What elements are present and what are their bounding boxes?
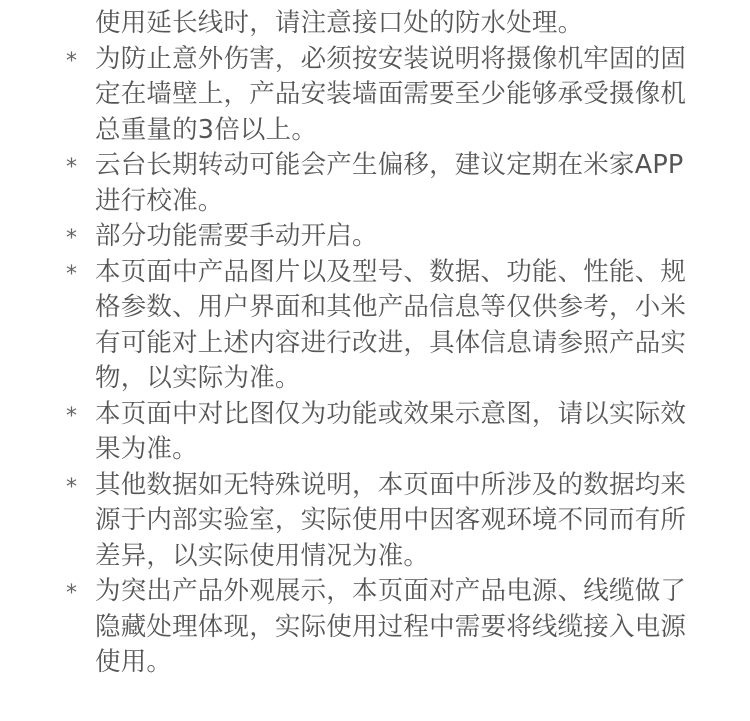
notes-section [0, 6, 750, 721]
note-text: 云台长期转动可能会产生偏移，建议定期在米家APP进行校准。 [95, 150, 684, 216]
note-item [0, 148, 695, 219]
asterisk-icon: * [66, 581, 78, 606]
asterisk-icon: * [66, 261, 78, 287]
note-item [0, 42, 695, 149]
asterisk-icon: * [66, 48, 78, 74]
asterisk-icon: * [66, 155, 78, 180]
asterisk-icon: * [66, 226, 78, 251]
note-item [0, 574, 695, 681]
asterisk-icon: * [66, 403, 78, 429]
note-item [0, 468, 695, 575]
note-text: 其他数据如无特殊说明，本页面中所涉及的数据均来源于内部实验室，实际使用中因客观环境不同而有所差异，以实际使用情况为准。 [95, 469, 687, 571]
note-item [0, 255, 695, 397]
note-text: 本页面中对比图仅为功能或效果示意图，请以实际效果为准。 [95, 398, 687, 464]
note-item [0, 397, 695, 468]
note-text: 为突出产品外观展示，本页面对产品电源、线缆做了隐藏处理体现，实际使用过程中需要将线缆接入电源使用。 [95, 576, 687, 677]
note-item [0, 219, 695, 255]
note-text: 使用延长线时，请注意接口处的防水处理。 [95, 8, 584, 38]
note-text: 为防止意外伤害，必须按安装说明将摄像机牢固的固定在墙壁上，产品安装墙面需要至少能够承受摄像机总重量的3倍以上。 [95, 43, 687, 145]
note-text: 本页面中产品图片以及型号、数据、功能、性能、规格参数、用户界面和其他产品信息等仅供参考，小米有可能对上述内容进行改进，具体信息请参照产品实物，以实际为准。 [95, 256, 687, 393]
note-text: 部分功能需要手动开启。 [95, 221, 378, 251]
asterisk-icon: * [66, 474, 78, 500]
note-continuation [0, 6, 695, 42]
